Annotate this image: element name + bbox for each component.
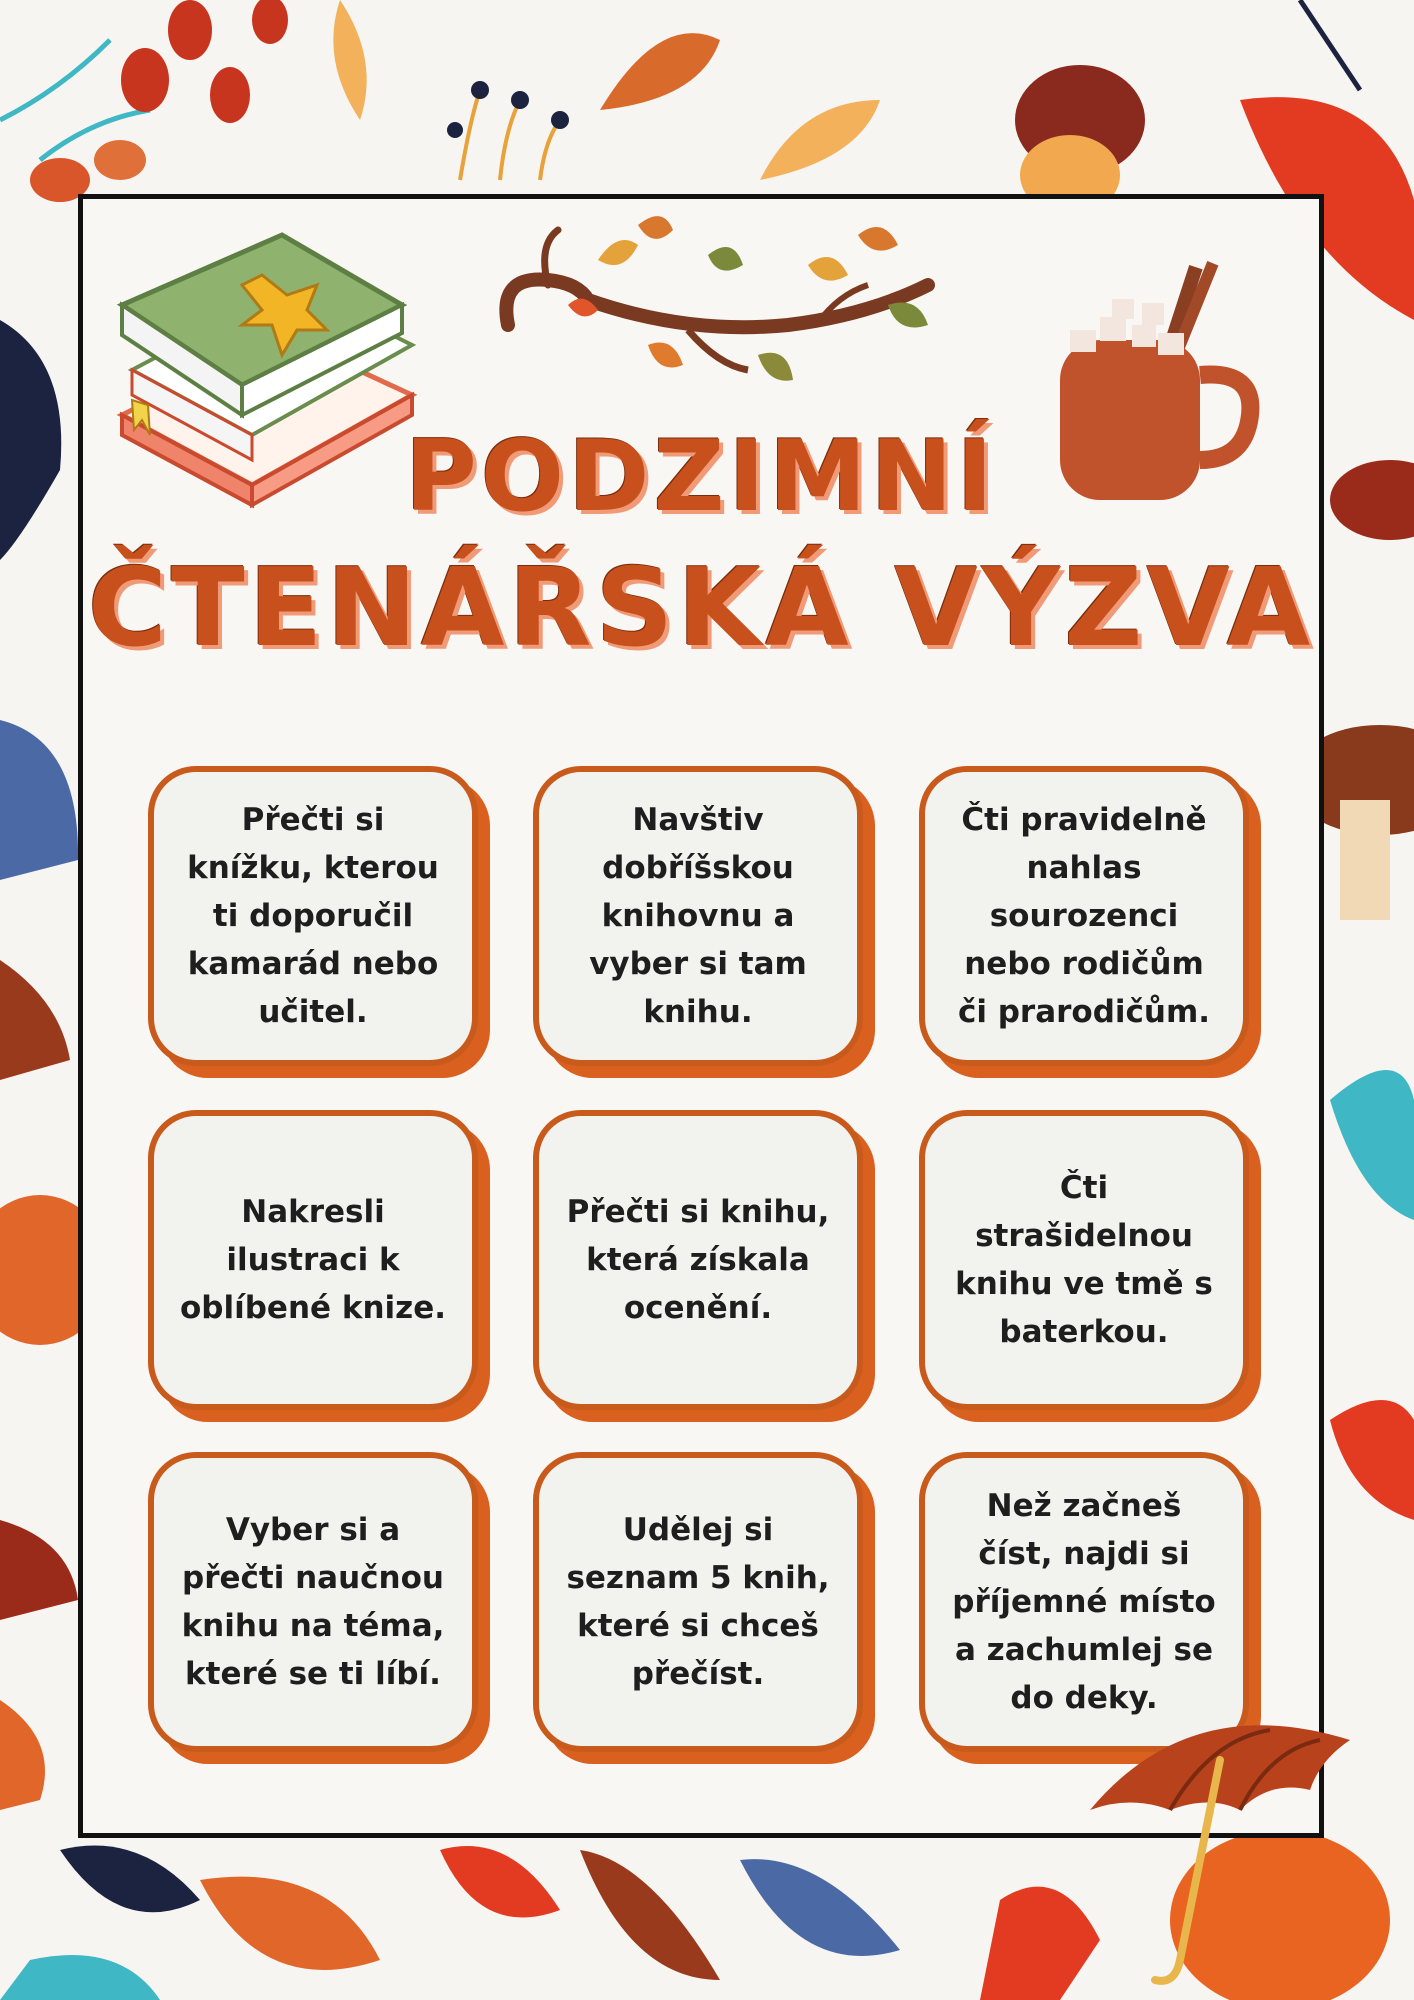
title-line-2: ČTENÁŘSKÁ VÝZVA <box>87 546 1315 671</box>
card-face <box>533 766 863 1066</box>
challenge-card <box>533 766 863 1066</box>
challenge-card <box>148 1110 478 1410</box>
card-face <box>148 1110 478 1410</box>
challenge-card <box>919 766 1249 1066</box>
challenge-text: Navštiv dobříšskou knihovnu a vyber si tam knihu. <box>589 802 807 1030</box>
challenge-text: Nakresli ilustraci k oblíbené knize. <box>180 1194 446 1326</box>
card-face <box>148 766 478 1066</box>
challenge-text: Vyber si a přečti naučnou knihu na téma, které se ti líbí. <box>181 1512 445 1692</box>
challenge-text: Udělej si seznam 5 knih, které si chceš přečíst. <box>566 1512 830 1692</box>
card-face <box>919 766 1249 1066</box>
challenge-text: Přečti si knížku, kterou ti doporučil kamarád nebo učitel. <box>187 802 439 1030</box>
challenge-text: Přečti si knihu, která získala ocenění. <box>566 1194 830 1326</box>
challenge-card <box>148 1452 478 1752</box>
challenge-text: Čti pravidelně nahlas sourozenci nebo rodičům či prarodičům. <box>957 802 1211 1030</box>
branch-icon <box>488 205 943 390</box>
challenge-text: Než začneš číst, najdi si příjemné místo a zachumlej se do deky. <box>952 1488 1216 1716</box>
card-face <box>148 1452 478 1752</box>
challenge-text: Čti strašidelnou knihu ve tmě s baterkou. <box>955 1170 1213 1350</box>
challenge-card <box>148 766 478 1066</box>
card-face <box>919 1110 1249 1410</box>
challenge-card <box>533 1452 863 1752</box>
umbrella-icon <box>1070 1700 1414 2000</box>
challenge-card <box>919 1110 1249 1410</box>
challenge-card <box>533 1110 863 1410</box>
card-face <box>533 1110 863 1410</box>
title-line-1: PODZIMNÍ <box>404 420 997 534</box>
card-face <box>533 1452 863 1752</box>
